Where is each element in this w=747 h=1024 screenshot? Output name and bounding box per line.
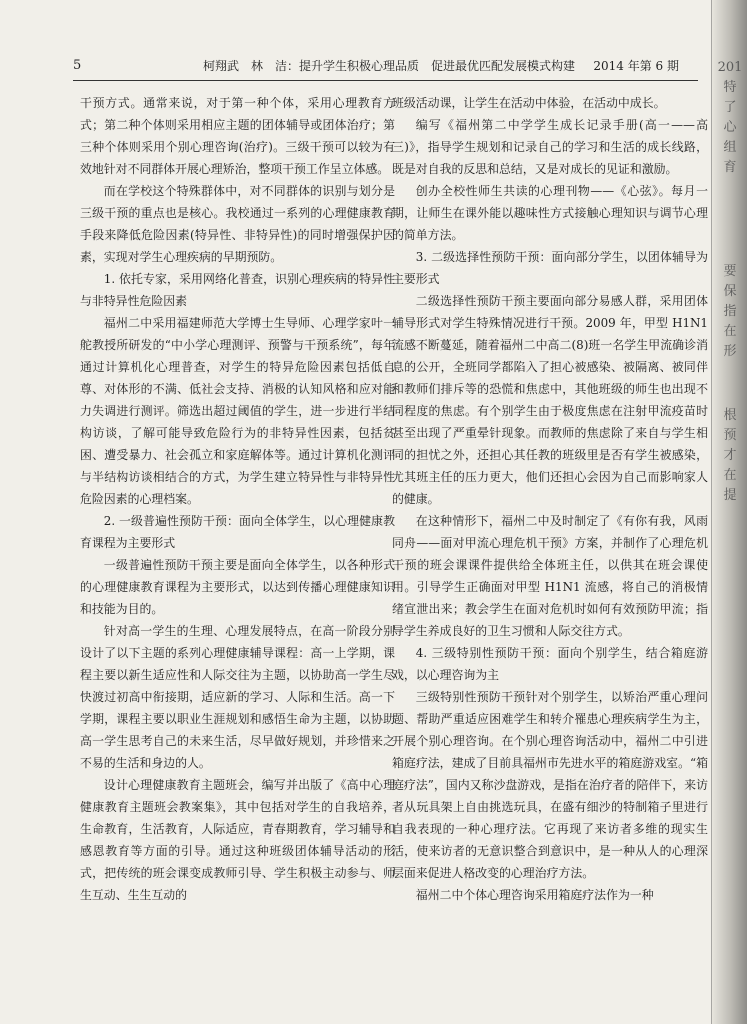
right-column	[392, 92, 708, 906]
section-heading: 1. 依托专家，采用网络化普查，识别心理疾病的特异性与非特异性危险因素	[80, 272, 395, 308]
edge-char: 特	[723, 80, 737, 95]
header-rule	[73, 80, 698, 81]
paragraph: 设计心理健康教育主题班会，编写并出版了《高中心理健康教育主题班会教案集》，其中包括对学生的自我培养，生命教育，生活教育，人际适应，青春期教育，学习辅导和感恩教育等方面的引导。通过这种班级团体辅导活动的形式，把传统的班会课变成教师引导、学生积极主动参与、师生互动、生生互动的	[80, 778, 395, 902]
edge-char: 201	[717, 60, 743, 75]
paragraph: 三级特别性预防干预针对个别学生，以矫治严重心理问题、帮助严重适应困难学生和转介罹患心理疾病学生为主，开展个别心理咨询。在个别心理咨询活动中，福州二中引进箱庭疗法，建成了目前具福州市先进水平的箱庭游戏室。“箱庭疗法”，国内又称沙盘游戏，是指在治疗者的陪伴下，来访者从玩具架上自由挑选玩具，在盛有细沙的特制箱子里进行自我表现的一种心理疗法。它再现了来访者多维的现实生活，使来访者的无意识整合到意识中，是一种从人的心理深层面来促进人格改变的心理治疗方法。	[392, 690, 708, 880]
edge-char: 在	[723, 468, 737, 483]
running-title: 柯翔武 林 洁：提升学生积极心理品质 促进最优匹配发展模式构建	[203, 59, 576, 73]
paragraph: 班级活动课，让学生在活动中体验，在活动中成长。	[392, 96, 666, 110]
edge-char: 育	[723, 160, 737, 175]
edge-char: 提	[723, 488, 737, 503]
paragraph: 创办全校性师生共读的心理刊物——《心弦》。每月一期，让师生在课外能以趣味性方式接触心理知识与调节心理的简单方法。	[392, 184, 708, 242]
page-number: 5	[73, 58, 82, 73]
paragraph: 二级选择性预防干预主要面向部分易感人群，采用团体辅导形式对学生特殊情况进行干预。2009 年，甲型 H1N1 流感不断蔓延，随着福州二中高二(8)班一名学生甲流确诊消息的公开，全班同学都陷入了担心被感染、被隔离、被同伴和教师们排斥等的恐慌和焦虑中，其他班级的师生也出现不同程度的焦虑。有个别学生由于极度焦虑在注射甲流疫苗时甚至出现了严重晕针现象。而教师的焦虑除了来自与学生相同的担忧之外，还担心其任教的班级里是否有学生被感染，尤其班主任的压力更大，他们还担心会因为自己而影响家人的健康。	[392, 294, 708, 506]
section-heading: 3. 二级选择性预防干预：面向部分学生，以团体辅导为主要形式	[392, 250, 708, 286]
paragraph: 在这种情形下，福州二中及时制定了《有你有我，风雨同舟——面对甲流心理危机干预》方案，并制作了心理危机干预的班会课课件提供给全体班主任，以供其在班会课使用。引导学生正确面对甲型 H1N1 流感，将自己的消极情绪宣泄出来；教会学生在面对危机时如何有效预防甲流；指导学生养成良好的卫生习惯和人际交往方式。	[392, 514, 708, 638]
edge-char: 了	[723, 100, 737, 115]
paragraph: 针对高一学生的生理、心理发展特点，在高一阶段分别设计了以下主题的系列心理健康辅导课程：高一上学期，课程主要以新生适应性和人际交往为主题，以协助高一学生尽快渡过初高中衔接期，适应新的学习、人际和生活。高一下学期，课程主要以职业生涯规划和感悟生命为主题，以协助高一学生思考自己的未来生活，尽早做好规划，并珍惜来之不易的生活和身边的人。	[80, 624, 395, 770]
paragraph: 一级普遍性预防干预主要是面向全体学生，以各种形式的心理健康教育课程为主要形式，以达到传播心理健康知识和技能为目的。	[80, 558, 395, 616]
edge-char: 才	[723, 448, 737, 463]
left-column	[80, 92, 395, 906]
next-page-edge-text	[716, 58, 744, 506]
edge-char: 保	[723, 284, 737, 299]
edge-char: 心	[723, 120, 737, 135]
edge-char: 要	[723, 264, 737, 279]
edge-char: 指	[723, 304, 737, 319]
page-edge-line	[711, 0, 712, 1024]
paragraph: 福州二中个体心理咨询采用箱庭疗法作为一种	[415, 888, 654, 902]
issue-label: 2014 年第 6 期	[593, 59, 679, 73]
edge-char: 根	[723, 408, 737, 423]
paragraph: 干预方式。通常来说，对于第一种个体，采用心理教育方式；第二种个体则采用相应主题的团体辅导或团体治疗；第三种个体则采用个别心理咨询(治疗)。三级干预可以较为有效地针对不同群体开展心理矫治，整项干预工作呈立体感。	[80, 96, 395, 176]
paragraph: 编写《福州第二中学学生成长记录手册(高一——高三)》，指导学生规划和记录自己的学习和生活的成长线路，既是对自我的反思和总结，又是对成长的见证和激励。	[392, 118, 708, 176]
edge-char: 组	[723, 140, 737, 155]
page-header	[73, 54, 709, 76]
section-heading: 4. 三级特别性预防干预：面向个别学生，结合箱庭游戏，以心理咨询为主	[392, 646, 708, 682]
paragraph: 福州二中采用福建师范大学博士生导师、心理学家叶一舵教授所研发的“中小学心理测评、预警与干预系统”，每年通过计算机化心理普查，对学生的特异危险因素包括低自尊、对体形的不满、低社会支持、消极的认知风格和应对能力失调进行测评。筛选出超过阈值的学生，进一步进行半结构访谈，了解可能导致危险行为的非特异性因素，包括贫困、遭受暴力、社会孤立和家庭解体等。通过计算机化测评与半结构访谈相结合的方式，为学生建立特异性与非特异性危险因素的心理档案。	[80, 316, 395, 506]
edge-char: 在	[723, 324, 737, 339]
paragraph: 而在学校这个特殊群体中，对不同群体的识别与划分是三级干预的重点也是核心。我校通过一系列的心理健康教育手段来降低危险因素(特异性、非特异性)的同时增强保护因素，实现对学生心理疾病的早期预防。	[80, 184, 395, 264]
edge-char: 形	[723, 344, 737, 359]
edge-char: 预	[723, 428, 737, 443]
section-heading: 2. 一级普遍性预防干预：面向全体学生，以心理健康教育课程为主要形式	[80, 514, 395, 550]
